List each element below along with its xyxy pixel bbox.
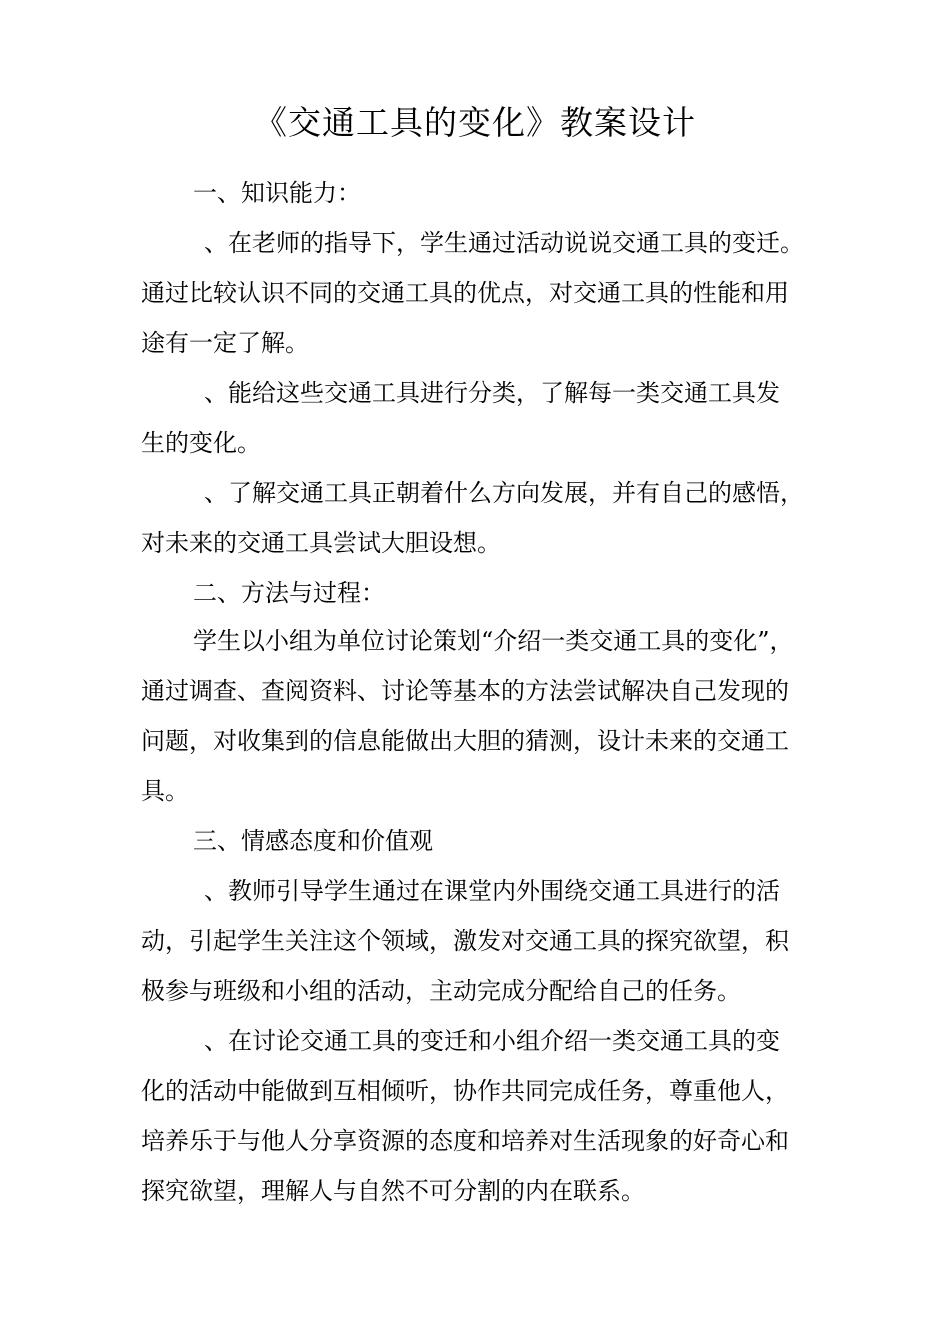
- section-3-item-1-line-3: 极参与班级和小组的活动，主动完成分配给自己的任务。: [141, 977, 741, 1005]
- section-3-item-2-line-1: 、在讨论交通工具的变迁和小组介绍一类交通工具的变: [204, 1027, 780, 1055]
- section-1-item-1-line-2: 通过比较认识不同的交通工具的优点，对交通工具的性能和用: [141, 279, 789, 307]
- section-2-heading: 二、方法与过程：: [193, 579, 385, 607]
- section-2-paragraph-line-1: 学生以小组为单位讨论策划“介绍一类交通工具的变化”，: [193, 627, 794, 655]
- section-1-item-1-line-1: 、在老师的指导下，学生通过活动说说交通工具的变迁。: [204, 229, 804, 257]
- document-title: 《交通工具的变化》教案设计: [254, 103, 696, 142]
- section-2-paragraph-line-3: 问题，对收集到的信息能做出大胆的猜测，设计未来的交通工: [141, 727, 789, 755]
- section-3-item-1-line-2: 动，引起学生关注这个领域，激发对交通工具的探究欲望，积: [141, 927, 789, 955]
- section-1-item-2-line-2: 生的变化。: [141, 429, 261, 457]
- section-1-item-2-line-1: 、能给这些交通工具进行分类，了解每一类交通工具发: [204, 379, 780, 407]
- section-1-item-3-line-1: 、了解交通工具正朝着什么方向发展，并有自己的感悟，: [204, 479, 804, 507]
- section-3-item-1-line-1: 、教师引导学生通过在课堂内外围绕交通工具进行的活: [204, 877, 780, 905]
- section-3-item-2-line-3: 培养乐于与他人分享资源的态度和培养对生活现象的好奇心和: [141, 1127, 789, 1155]
- section-3-item-2-line-2: 化的活动中能做到互相倾听，协作共同完成任务，尊重他人，: [141, 1077, 789, 1105]
- section-1-item-3-line-2: 对未来的交通工具尝试大胆设想。: [141, 529, 501, 557]
- section-1-heading: 一、知识能力：: [193, 179, 361, 207]
- section-3-item-2-line-4: 探究欲望，理解人与自然不可分割的内在联系。: [141, 1177, 645, 1205]
- section-3-heading: 三、情感态度和价值观: [193, 827, 433, 855]
- section-2-paragraph-line-4: 具。: [141, 777, 189, 805]
- section-2-paragraph-line-2: 通过调查、查阅资料、讨论等基本的方法尝试解决自己发现的: [141, 677, 789, 705]
- section-1-item-1-line-3: 途有一定了解。: [141, 329, 309, 357]
